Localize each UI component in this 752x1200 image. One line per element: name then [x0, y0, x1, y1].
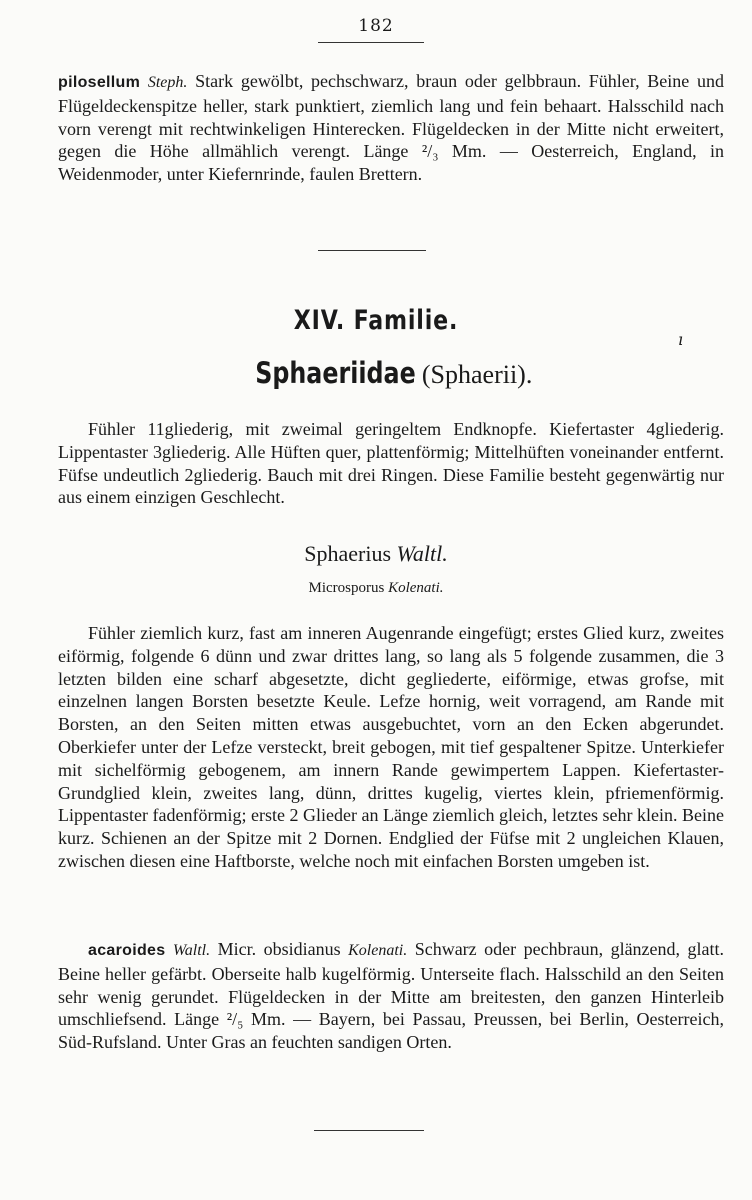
species-author: Waltl. — [172, 942, 211, 959]
section-divider-rule — [318, 250, 426, 251]
genus-description: Fühler ziemlich kurz, fast am inneren Augenrande eingefügt; erstes Glied kurz, zweites eiförmig, folgende 6 dünn und zwar drittes lang, so lang als 5 folgende zusammen, die 3 letzten bilden eine scharf abgesetzte, dicht gegliederte, eiförmige, etwas grofse, mit einzelnen langen Borsten besetzte Keule. Lefze hornig, weit vorragend, am Rande mit Borsten, an den Seiten mitten etwas ausgebuchtet, vorn an den Ecken abgerundet. Oberkiefer unter der Lefze versteckt, breit gebogen, mit tief gespaltener Spitze. Unterkiefer mit sichelförmig gebogenem, am innern Rande gewimpertem Lappen. Kiefertaster-Grundglied klein, zweites lang, dünn, drittes kugelig, viertes klein, pfriemenförmig. Lippentaster fadenförmig; erste 2 Glieder an Länge ziemlich gleich, letztes sehr klein. Beine kurz. Schienen an der Spitze mit 2 Dornen. Endglied der Füfse mit 2 ungleichen Klauen, zwischen diesen eine Haftborste, welche noch mit einfachen Borsten umgeben ist. — [58, 623, 724, 871]
species-entry-pilosellum — [58, 70, 724, 186]
family-name: Sphaeriidae — [254, 356, 416, 390]
footer-rule — [314, 1130, 424, 1131]
family-description: Fühler 11gliederig, mit zweimal geringeltem Endknopfe. Kiefertaster 4gliederig. Lippentaster 3gliederig. Alle Hüften quer, plattenförmig; Mittelhüften voneinander entfernt. Füfse undeutlich 2gliederig. Bauch mit drei Ringen. Diese Familie besteht gegenwärtig nur aus einem einzigen Geschlecht. — [58, 419, 724, 508]
header-rule — [318, 42, 424, 43]
genus-author: Waltl. — [396, 541, 448, 566]
synonym-author: Kolenati. — [388, 580, 444, 596]
genus-heading — [0, 541, 752, 567]
species-name: pilosellum — [58, 74, 141, 91]
synonym-name: Microsporus — [308, 580, 389, 596]
synonym-author: Kolenati. — [348, 942, 408, 959]
family-alt-name: (Sphaerii). — [415, 360, 533, 389]
page-number: 182 — [358, 16, 394, 36]
family-heading: XIV. Familie. — [293, 305, 459, 336]
species-entry-acaroides — [58, 938, 724, 1054]
species-description: Stark gewölbt, pechschwarz, braun oder gelbbraun. Fühler, Beine und Flügeldeckenspitze heller, stark punktiert, ziemlich lang und fein behaart. Halsschild nach vorn verengt mit rechtwinkeligen Hinterecken. Flügeldecken in der Mitte nicht erweitert, gegen die Höhe allmählich verengt. Länge ²/₃ Mm. — Oesterreich, England, in Weidenmoder, unter Kiefernrinde, faulen Brettern. — [58, 71, 724, 185]
synonym-prefix: Micr. obsidianus — [210, 939, 349, 959]
family-name-heading — [0, 356, 752, 390]
species-author: Steph. — [147, 74, 188, 91]
genus-synonym — [0, 580, 752, 597]
stray-mark: ı — [678, 330, 684, 349]
species-name: acaroides — [88, 942, 166, 959]
genus-name: Sphaerius — [304, 541, 397, 566]
species-description: Schwarz oder pechbraun, glänzend, glatt. Beine heller gefärbt. Oberseite halb kugelförmig. Unterseite flach. Halsschild an den Seiten sehr wenig gerundet. Flügeldecken in der Mitte am breitesten, den ganzen Hinterleib umschliefsend. Länge ²/₅ Mm. — Bayern, bei Passau, Preussen, bei Berlin, Oesterreich, Süd-Rufsland. Unter Gras an feuchten sandigen Orten. — [58, 939, 725, 1053]
